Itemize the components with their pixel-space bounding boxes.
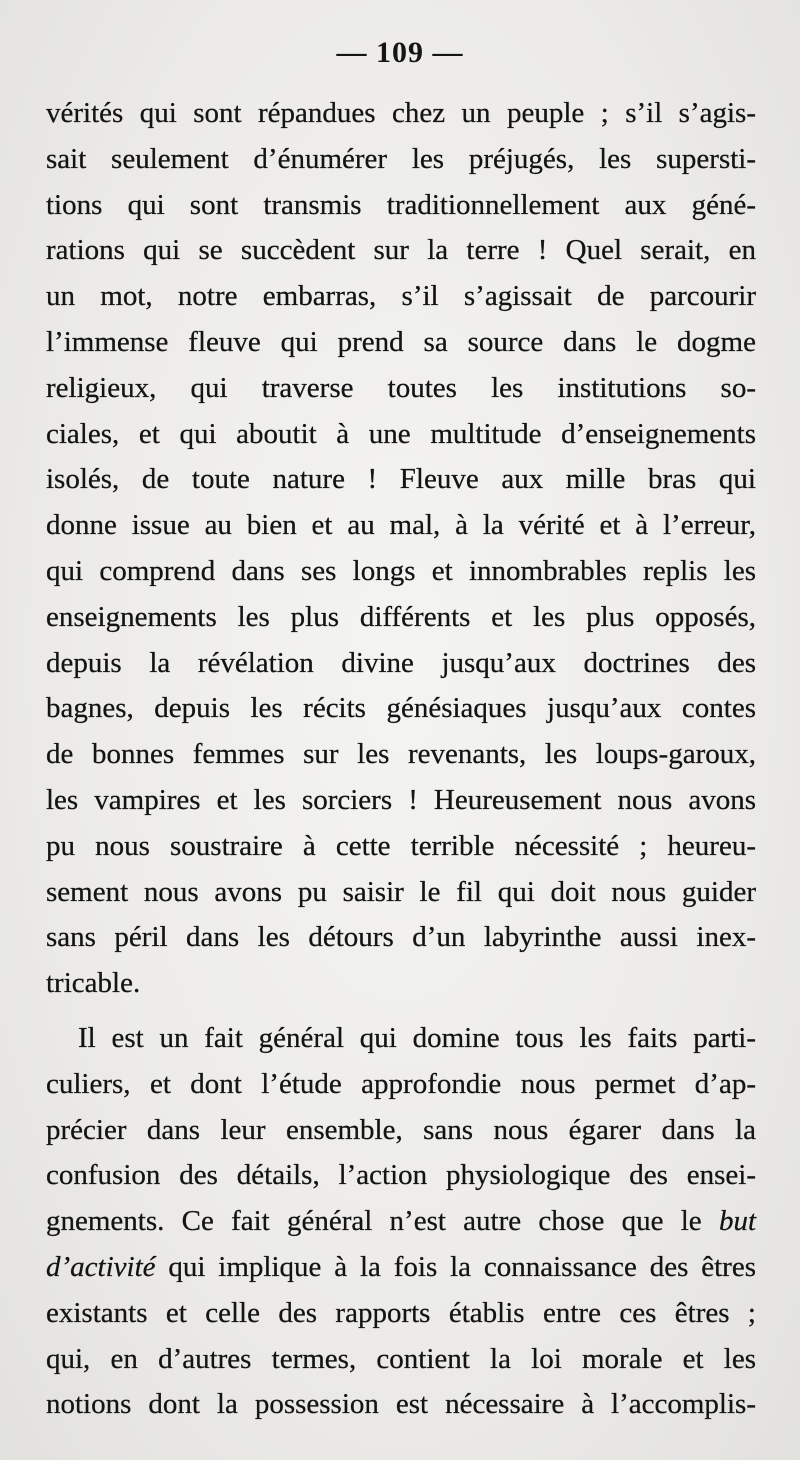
text-line: enseignements les plus différents et les plus opposés,: [46, 600, 756, 633]
paragraph-gap: [46, 1007, 756, 1016]
text-line: tricable.: [46, 967, 141, 1000]
italic-term: d’activité: [46, 1250, 156, 1283]
text-line: qui comprend dans ses longs et innombrables replis les: [46, 554, 756, 587]
text-line: sait seulement d’énumérer les préjugés, les supersti-: [46, 142, 756, 175]
text-line: notions dont la possession est nécessaire à l’accomplis-: [46, 1388, 756, 1421]
text-line: pu nous soustraire à cette terrible nécessité ; heureu-: [46, 829, 756, 862]
text-line: un mot, notre embarras, s’il s’agissait de parcourir: [46, 280, 756, 313]
text-line: religieux, qui traverse toutes les institutions so-: [46, 371, 756, 404]
body-text: [46, 91, 756, 1428]
text-line-with-italic: [46, 1199, 756, 1245]
text-line: Il est un fait général qui domine tous les faits parti-: [78, 1021, 756, 1054]
paragraph-2: [46, 1016, 756, 1428]
paragraph-1: [46, 91, 756, 1007]
text-line: isolés, de toute nature ! Fleuve aux mille bras qui: [46, 463, 756, 496]
page-number: — 109 —: [336, 36, 464, 69]
text-line: sans péril dans les détours d’un labyrinthe aussi inex-: [46, 921, 756, 954]
text-line: rations qui se succèdent sur la terre ! Quel serait, en: [46, 234, 756, 267]
text-segment: gnements. Ce fait général n’est autre chose que le: [46, 1205, 702, 1238]
text-line: donne issue au bien et au mal, à la vérité et à l’erreur,: [46, 509, 756, 542]
text-line: ciales, et qui aboutit à une multitude d’enseignements: [46, 417, 756, 450]
text-line: qui, en d’autres termes, contient la loi morale et les: [46, 1342, 756, 1375]
text-line: l’immense fleuve qui prend sa source dans le dogme: [46, 325, 756, 358]
text-line: culiers, et dont l’étude approfondie nous permet d’ap-: [46, 1067, 756, 1100]
text-line: précier dans leur ensemble, sans nous égarer dans la: [46, 1113, 756, 1146]
text-line-with-italic: [46, 1245, 756, 1291]
text-line: bagnes, depuis les récits génésiaques jusqu’aux contes: [46, 692, 756, 725]
text-line: confusion des détails, l’action physiologique des ensei-: [46, 1159, 756, 1192]
text-segment: qui implique à la fois la connaissance des êtres: [168, 1250, 756, 1283]
text-line: sement nous avons pu saisir le fil qui doit nous guider: [46, 875, 756, 908]
text-line: depuis la révélation divine jusqu’aux doctrines des: [46, 646, 756, 679]
text-line: de bonnes femmes sur les revenants, les loups-garoux,: [46, 738, 756, 771]
text-line: tions qui sont transmis traditionnellement aux géné-: [46, 188, 756, 221]
text-line: existants et celle des rapports établis entre ces êtres ;: [46, 1296, 756, 1329]
text-line: vérités qui sont répandues chez un peuple ; s’il s’agis-: [46, 97, 756, 129]
italic-term: but: [718, 1205, 756, 1238]
text-line: les vampires et les sorciers ! Heureusement nous avons: [46, 783, 756, 816]
